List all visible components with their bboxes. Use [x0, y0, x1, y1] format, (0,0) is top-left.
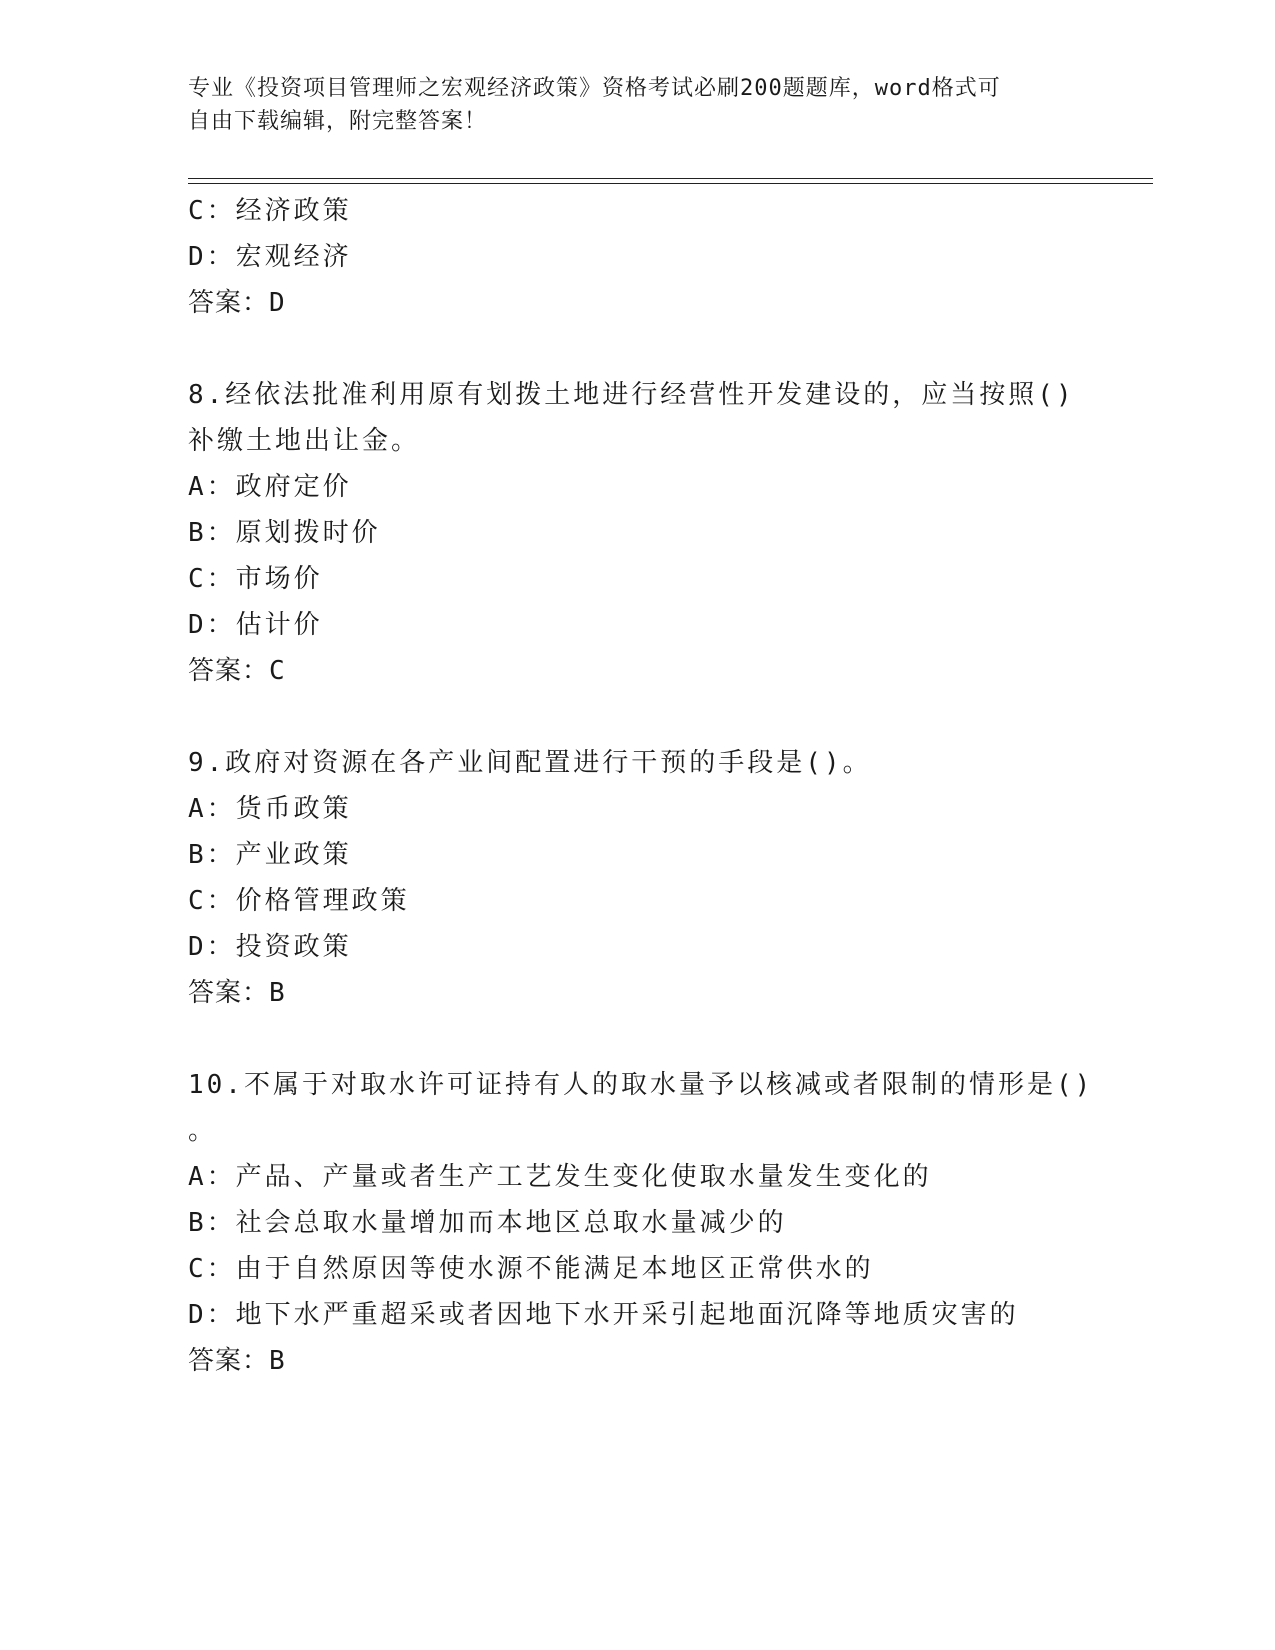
q7-option-c: C：经济政策 [188, 196, 352, 226]
q7-answer-value: D [269, 288, 286, 318]
q10-answer [188, 1338, 1088, 1384]
q8-stem-line-2: 补缴土地出让金。 [188, 426, 421, 456]
q9-stem-line-1: 9.政府对资源在各产业间配置进行干预的手段是()。 [188, 748, 872, 778]
header-title-line-2: 自由下载编辑，附完整答案！ [188, 109, 488, 134]
q10-answer-value: B [269, 1346, 286, 1376]
q10-stem-line-1: 10.不属于对取水许可证持有人的取水量予以核减或者限制的情形是() [188, 1070, 1094, 1100]
q10-answer-label: 答案： [188, 1346, 270, 1376]
question-7 [188, 188, 1088, 326]
q8-option-a: A：政府定价 [188, 472, 352, 502]
q8-option-c: C：市场价 [188, 564, 323, 594]
q8-option-b: B：原划拨时价 [188, 518, 381, 548]
q10-option-c: C：由于自然原因等使水源不能满足本地区正常供水的 [188, 1254, 874, 1284]
spacer [188, 326, 1088, 372]
spacer [188, 694, 1088, 740]
header-rule-top [188, 178, 1153, 179]
header-rule-bottom [188, 183, 1153, 184]
q9-option-c: C：价格管理政策 [188, 886, 410, 916]
q9-answer-label: 答案： [188, 978, 270, 1008]
q9-option-a: A：货币政策 [188, 794, 352, 824]
q9-option-b: B：产业政策 [188, 840, 352, 870]
q7-answer [188, 280, 1088, 326]
q8-answer-value: C [269, 656, 286, 686]
q10-option-d: D：地下水严重超采或者因地下水开采引起地面沉降等地质灾害的 [188, 1300, 1019, 1330]
q7-option-d: D：宏观经济 [188, 242, 352, 272]
q10-option-b: B：社会总取水量增加而本地区总取水量减少的 [188, 1208, 787, 1238]
question-8 [188, 372, 1088, 694]
q8-option-d: D：估计价 [188, 610, 323, 640]
document-body [188, 188, 1094, 1384]
header-title-line-1: 专业《投资项目管理师之宏观经济政策》资格考试必刷200题题库，word格式可 [188, 76, 1001, 101]
q10-stem-line-2: 。 [188, 1116, 218, 1146]
q8-stem-line-1: 8.经依法批准利用原有划拨土地进行经营性开发建设的，应当按照() [188, 380, 1075, 410]
q7-answer-label: 答案： [188, 288, 270, 318]
question-9 [188, 740, 1088, 1016]
q9-answer [188, 970, 1088, 1016]
document-header [188, 72, 1068, 138]
q9-answer-value: B [269, 978, 286, 1008]
q10-option-a: A：产品、产量或者生产工艺发生变化使取水量发生变化的 [188, 1162, 932, 1192]
q8-answer [188, 648, 1088, 694]
spacer [188, 1016, 1088, 1062]
question-10 [188, 1062, 1094, 1384]
q8-answer-label: 答案： [188, 656, 270, 686]
q9-option-d: D：投资政策 [188, 932, 352, 962]
